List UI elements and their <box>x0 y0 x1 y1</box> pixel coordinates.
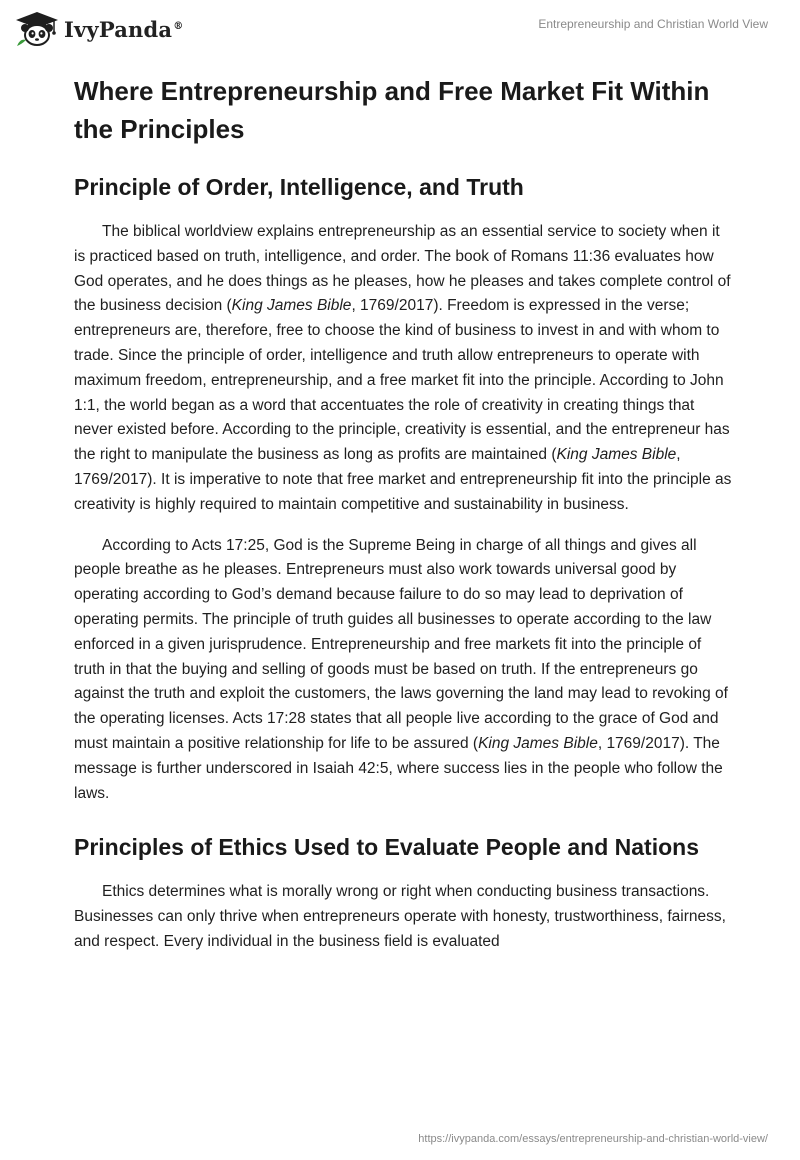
running-title: Entrepreneurship and Christian World View <box>538 17 768 31</box>
ivypanda-logo[interactable] <box>14 10 183 48</box>
source-url[interactable]: https://ivypanda.com/essays/entrepreneurship-and-christian-world-view/ <box>418 1133 768 1145</box>
citation-title: King James Bible <box>231 297 352 315</box>
panda-graduate-icon <box>14 10 60 48</box>
page-header <box>0 0 800 56</box>
section-heading-order-intelligence-truth: Principle of Order, Intelligence, and Truth <box>74 174 524 200</box>
citation-title: King James Bible <box>478 734 598 752</box>
brand-name: IvyPanda® <box>64 16 184 42</box>
paragraph: According to Acts 17:25, God is the Supreme Being in charge of all things and gives all people breathe as he pleases. Entrepreneurs must also work towards universal good by operating according to God’s demand because failure to do so may lead to deprivation of operating permits. The principle of truth guides all businesses to operate according to the law enforced in a given jurisprudence. Entrepreneurship and free markets fit into the principle of truth in that the buying and selling of goods must be based on truth. If the entrepreneurs go against the truth and exploit the customers, the laws governing the land may lead to revoking of the operating licenses. Acts 17:28 states that all people live according to the grace of God and must maintain a positive relationship for life to be assured (King James Bible, 1769/2017). The message is further underscored in Isaiah 42:5, where success lies in the people who follow the laws. <box>74 536 728 802</box>
paragraph: The biblical worldview explains entrepreneurship as an essential service to society when it is practiced based on truth, intelligence, and order. The book of Romans 11:36 evaluates how God operates, and he does things as he pleases, how he pleases and takes complete control of the business decision (King James Bible, 1769/2017). Freedom is expressed in the verse; entrepreneurs are, therefore, free to choose the kind of business to invest in and with whom to trade. Since the principle of order, intelligence and truth allow entrepreneurs to operate with maximum freedom, entrepreneurship, and a free market fit into the principle. According to John 1:1, the world began as a word that accentuates the role of creativity in creating things that never existed before. According to the principle, creativity is essential, and the entrepreneur has the right to manipulate the business as long as profits are maintained (King James Bible, 1769/2017). It is imperative to note that free market and entrepreneurship fit into the principle as creativity is highly required to maintain competitive and sustainability in business. <box>74 223 732 513</box>
citation-title: King James Bible <box>556 446 677 464</box>
article-title: Where Entrepreneurship and Free Market Fit Within the Principles <box>74 76 710 144</box>
paragraph: Ethics determines what is morally wrong or right when conducting business transactions. Businesses can only thrive when entrepreneurs operate with honesty, trustworthiness, fairness, and respect. Every individual in the business field is evaluated <box>74 883 726 950</box>
article-body <box>74 72 734 955</box>
section-heading-ethics: Principles of Ethics Used to Evaluate People and Nations <box>74 834 699 861</box>
